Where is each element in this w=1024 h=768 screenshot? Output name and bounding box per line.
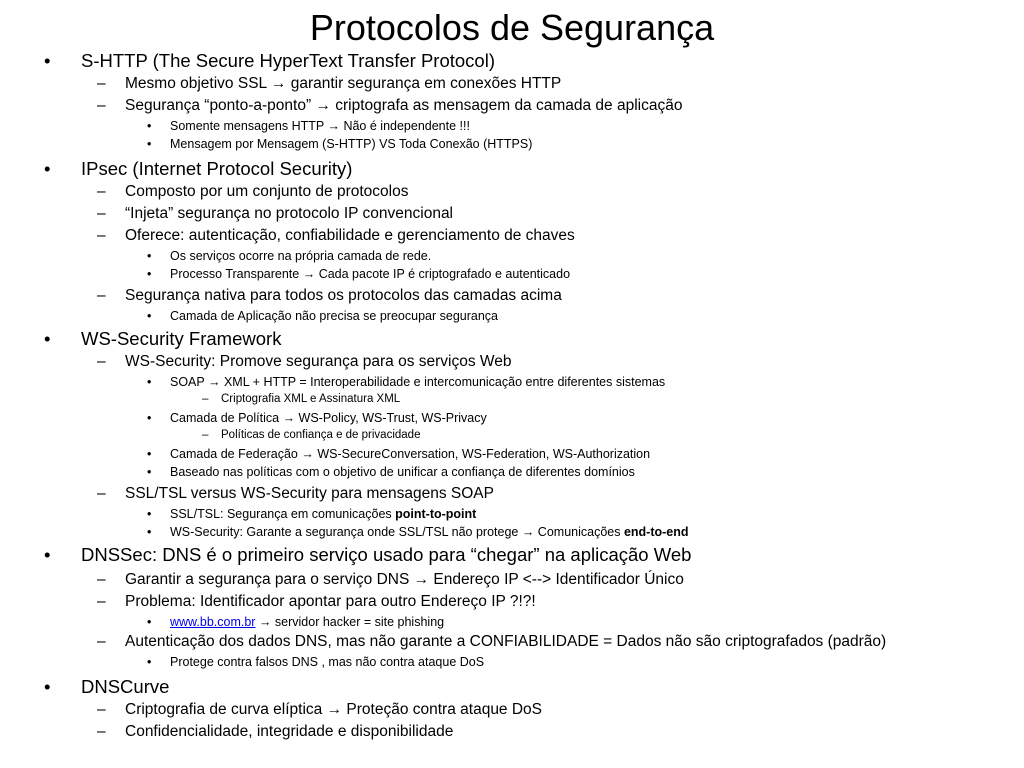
arrow-right-icon: → [207,375,221,389]
arrow-right-icon: → [270,75,287,92]
arrow-right-icon: → [315,97,331,114]
bullet-text: Os serviços ocorre na própria camada de rede. [170,249,432,263]
bullet-text: SSL/TSL: Segurança em comunicações [170,507,396,521]
bullet-text: Somente mensagens HTTP [170,119,328,133]
bullet-marker: • [147,137,152,151]
bullet-text: Mensagem por Mensagem (S-HTTP) VS Toda Conexão (HTTPS) [170,137,533,151]
bullet-text: Baseado nas políticas com o objetivo de unificar a confiança de diferentes domínios [170,465,635,479]
bullet-text: garantir segurança em conexões HTTP [286,75,562,92]
bullet-level-2 [97,226,575,246]
bullet-level-2 [97,722,454,742]
bullet-text: Criptografia XML e Assinatura XML [221,393,401,405]
bullet-text: Camada de Federação [170,447,302,461]
bullet-text: S-HTTP (The Secure HyperText Transfer Protocol) [81,50,495,71]
bullet-level-1 [44,50,495,72]
bullet-level-2 [97,592,536,612]
bullet-text: Não é independente !!! [339,119,470,133]
slide-title: Protocolos de Segurança [309,7,715,48]
bullet-text: Protege contra falsos DNS , mas não contra ataque DoS [170,655,485,669]
bullet-marker: • [147,411,152,425]
bullet-text: XML + HTTP = Interoperabilidade e intercomunicação entre diferentes sistemas [220,375,666,389]
bullet-marker: – [97,287,106,304]
bullet-text: SOAP [170,375,208,389]
bullet-level-2 [97,96,683,116]
arrow-right-icon: → [327,119,340,133]
bullet-level-2 [97,632,887,652]
bullet-level-3 [147,136,533,152]
bullet-marker: • [147,615,152,629]
bullet-marker: – [97,633,106,650]
bullet-text: DNSCurve [81,676,170,697]
bullet-text: servidor hacker = site phishing [271,615,445,629]
bullet-text: Autenticação dos dados DNS, mas não garante a CONFIABILIDADE = Dados não são criptografados (padrão) [125,633,887,650]
bullet-level-3 [147,410,487,426]
bullet-marker: – [97,353,106,370]
bullet-text: Segurança nativa para todos os protocolos das camadas acima [125,287,562,304]
bullet-marker: • [147,249,152,263]
bullet-text: “Injeta” segurança no protocolo IP convencional [125,205,454,222]
bullet-level-2 [97,570,684,590]
bullet-marker: • [44,50,51,71]
bullet-text: Processo Transparente [170,267,303,281]
arrow-right-icon: → [282,411,296,425]
bullet-level-2 [97,700,543,720]
bullet-level-2 [97,182,409,202]
arrow-right-icon: → [521,525,535,539]
bullet-marker: • [147,525,152,539]
bullet-level-3 [147,524,689,540]
bullet-marker: • [147,375,152,389]
bullet-marker: – [97,97,106,114]
arrow-right-icon: → [301,447,314,461]
bullet-marker: • [147,309,152,323]
bullet-level-3 [147,374,666,390]
bullet-level-3 [147,118,470,134]
bullet-marker: – [97,701,106,718]
bullet-text: DNSSec: DNS é o primeiro serviço usado para “chegar” na aplicação Web [81,544,692,565]
bold-text: point-to-point [395,507,477,521]
bullet-text: Oferece: autenticação, confiabilidade e gerenciamento de chaves [125,227,575,244]
bullet-marker: • [147,507,152,521]
bullet-text: WS-Security: Promove segurança para os serviços Web [125,353,512,370]
bullet-marker: – [202,393,209,405]
bullet-level-2 [97,286,562,306]
bullet-marker: – [97,75,106,92]
bullet-level-2 [97,484,494,504]
bullet-text: WS-Security: Garante a segurança onde SSL/TSL não protege [170,525,522,539]
bullet-text: Camada de Política [170,411,283,425]
arrow-right-icon: → [413,571,430,588]
bullet-marker: • [44,328,51,349]
bullet-marker: • [44,676,51,697]
bullet-marker: • [147,655,152,669]
bullet-level-1 [44,158,353,180]
bullet-text: Segurança “ponto-a-ponto” [125,97,316,114]
bullet-text: WS-Policy, WS-Trust, WS-Privacy [295,411,487,425]
bullet-marker: • [147,447,152,461]
arrow-right-icon: → [302,267,316,281]
bullet-level-3 [147,654,485,670]
bullet-marker: – [97,183,106,200]
bullet-text: Composto por um conjunto de protocolos [125,183,409,200]
bullet-text: Problema: Identificador apontar para outro Endereço IP ?!?! [125,593,536,610]
bullet-text: Cada pacote IP é criptografado e autenticado [315,267,571,281]
bullet-marker: • [44,544,51,565]
bullet-text: Endereço IP <--> Identificador Único [429,571,684,588]
bullet-text: Proteção contra ataque DoS [342,701,543,718]
bullet-marker: – [97,227,106,244]
bullet-text: Confidencialidade, integridade e disponibilidade [125,723,454,740]
bullet-level-3 [147,464,635,480]
bullet-marker: – [97,571,106,588]
bullet-level-3 [147,614,445,630]
bullet-marker: – [97,593,106,610]
bullet-text: Criptografia de curva elíptica [125,701,327,718]
bullet-marker: – [97,485,106,502]
bullet-text: IPsec (Internet Protocol Security) [81,158,353,179]
bullet-level-3 [147,308,498,324]
bullet-text: Camada de Aplicação não precisa se preocupar segurança [170,309,498,323]
bullet-level-2 [97,352,512,372]
bullet-text: Comunicações [534,525,624,539]
bullet-marker: • [147,465,152,479]
bullet-text: SSL/TSL versus WS-Security para mensagens SOAP [125,485,494,502]
bullet-level-2 [97,74,562,94]
bullet-text: WS-Security Framework [81,328,282,349]
bullet-level-2 [97,204,454,224]
bullet-level-1 [44,676,170,698]
bullet-marker: • [147,267,152,281]
bullet-text: Mesmo objetivo SSL [125,75,271,92]
arrow-right-icon: → [258,615,272,629]
bullet-level-1 [44,544,692,566]
bullet-level-3 [147,506,477,522]
bullet-text: criptografa as mensagem da camada de aplicação [330,97,683,114]
arrow-right-icon: → [326,701,343,718]
url-link[interactable]: www.bb.com.br [170,615,256,629]
bullet-level-3 [147,248,432,264]
bullet-level-1 [44,328,282,350]
bullet-level-3 [147,446,651,462]
bullet-marker: • [44,158,51,179]
bullet-marker: • [147,119,152,133]
bullet-level-4 [202,392,401,407]
bullet-level-3 [147,266,571,282]
bullet-text: Garantir a segurança para o serviço DNS [125,571,414,588]
bullet-marker: – [97,205,106,222]
bullet-marker: – [202,429,209,441]
bullet-level-4 [202,428,421,443]
bold-text: end-to-end [623,525,689,539]
bullet-text: Políticas de confiança e de privacidade [221,429,421,441]
bullet-marker: – [97,723,106,740]
bullet-text: WS-SecureConversation, WS-Federation, WS-Authorization [313,447,651,461]
